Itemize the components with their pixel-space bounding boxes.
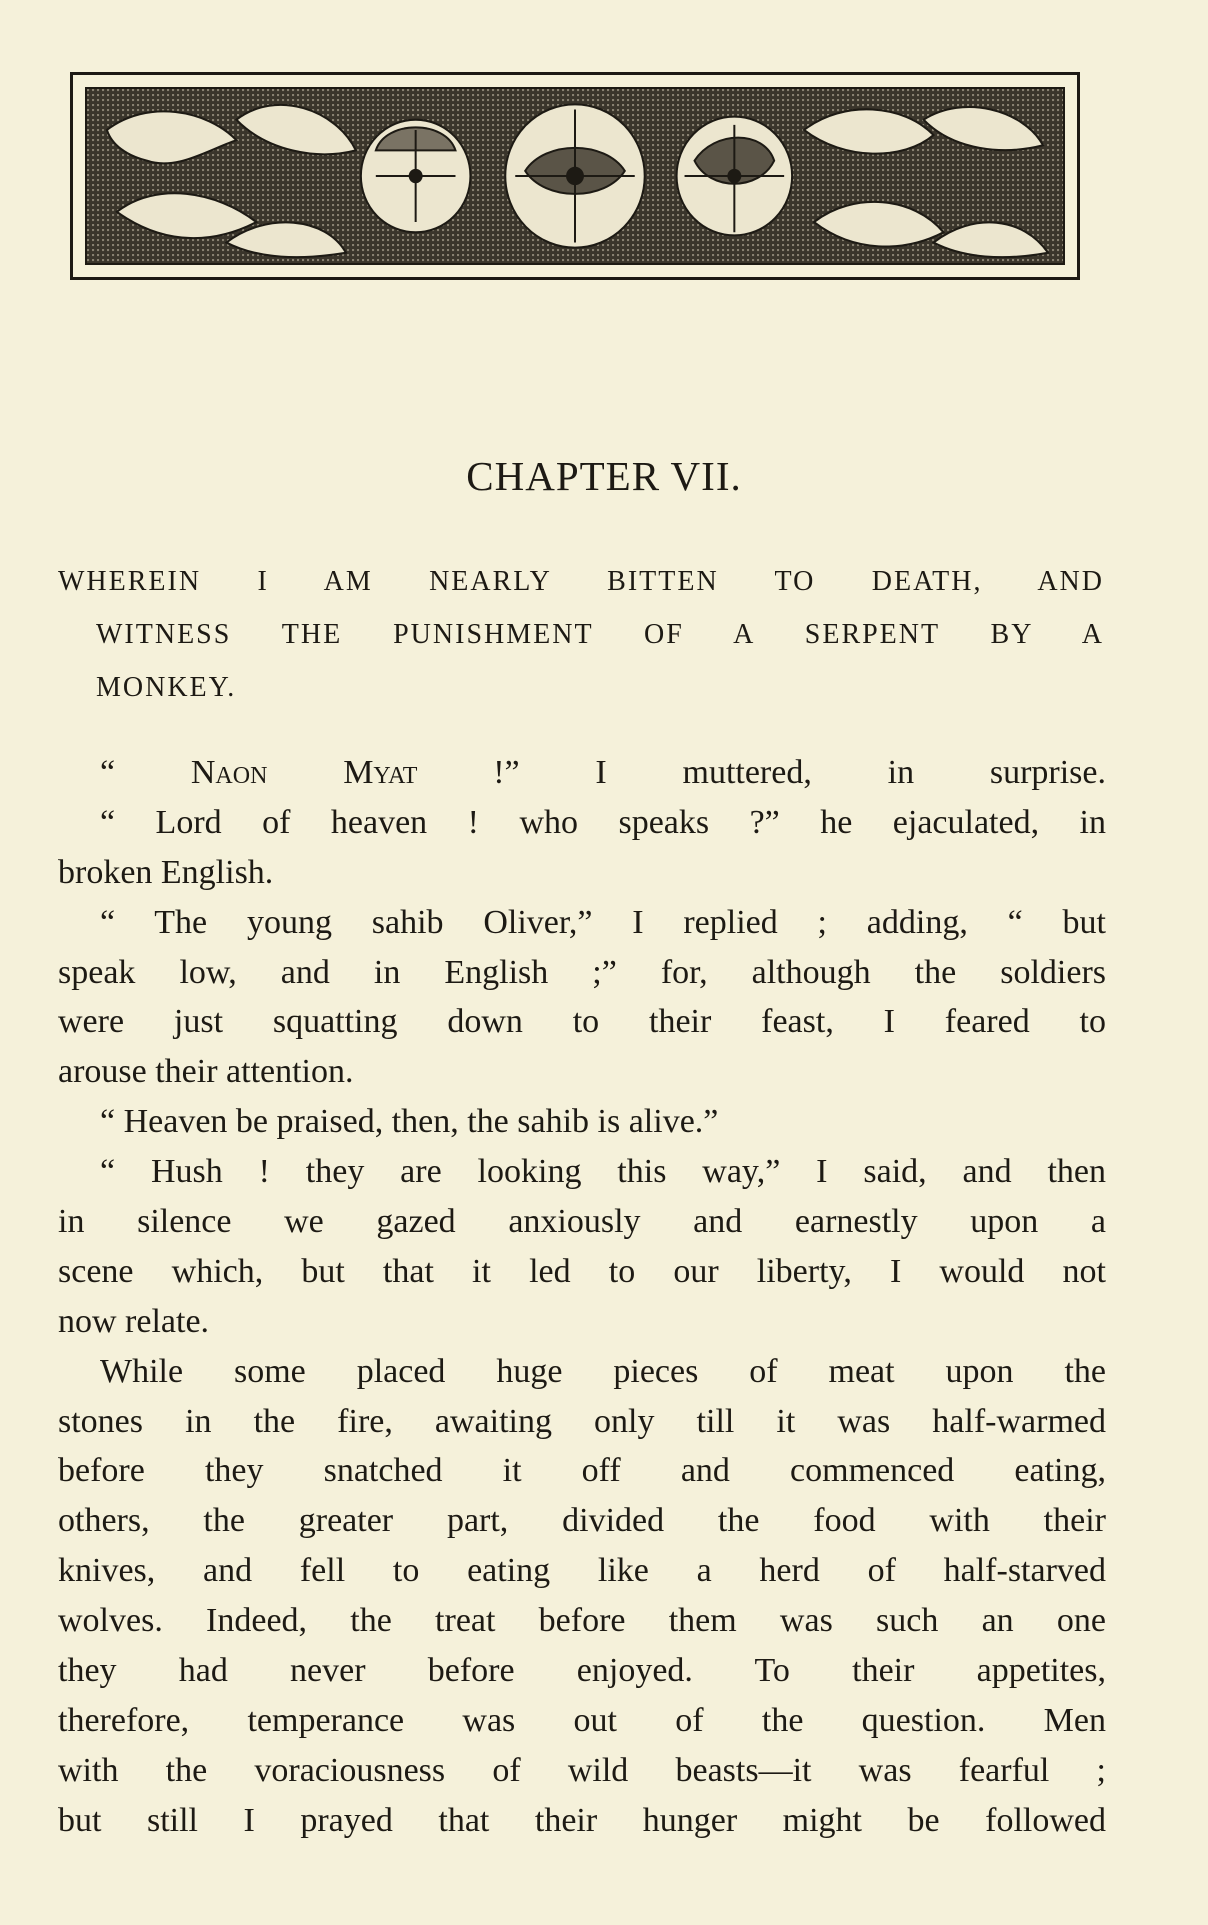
text-line: speak low, and in English ;” for, although the soldiers [58,953,1106,991]
body-text [58,748,1106,1846]
floral-pansy-headpiece-icon [85,87,1065,265]
small-caps-name: Naon Myat [190,754,418,791]
text-line: before they snatched it off and commenced eating, [58,1452,1106,1490]
text-line: wolves. Indeed, the treat before them was such an one [58,1602,1106,1640]
text-line: “ Heaven be praised, then, the sahib is alive.” [100,1103,719,1141]
chapter-summary-line: MONKEY. [96,672,237,703]
text-line: knives, and fell to eating like a herd of half-starved [58,1552,1106,1590]
headpiece-rule [70,277,1080,280]
text-line: scene which, but that it led to our liberty, I would not [58,1252,1106,1290]
text-line: were just squatting down to their feast, I feared to [58,1003,1106,1041]
text-line: stones in the fire, awaiting only till it was half-warmed [58,1402,1106,1440]
text-line: While some placed huge pieces of meat upon the [100,1352,1106,1390]
text-line: therefore, temperance was out of the question. Men [58,1701,1106,1739]
text-line: with the voraciousness of wild beasts—it was fearful ; [58,1751,1106,1789]
text-line: “ Hush ! they are looking this way,” I said, and then [100,1153,1106,1191]
text-line: they had never before enjoyed. To their appetites, [58,1652,1106,1690]
chapter-summary [58,555,1104,714]
decorative-headpiece [70,72,1080,280]
text-line: but still I prayed that their hunger might be followed [58,1801,1106,1839]
chapter-summary-line: WHEREIN I AM NEARLY BITTEN TO DEATH, AND [58,566,1104,597]
text-line: others, the greater part, divided the food with their [58,1502,1106,1540]
text-line: “ Lord of heaven ! who speaks ?” he ejaculated, in [100,803,1106,841]
text-line-content: “ Naon Myat !” I muttered, in surprise. [100,754,1106,791]
text-line [58,748,1106,798]
text-line: arouse their attention. [58,1053,354,1091]
floral-ornament-svg [87,89,1063,263]
text-line: now relate. [58,1302,210,1340]
chapter-summary-line: WITNESS THE PUNISHMENT OF A SERPENT BY A [96,619,1104,650]
text-line: broken English. [58,853,274,891]
text-line: “ The young sahib Oliver,” I replied ; adding, “ but [100,903,1106,941]
chapter-title: CHAPTER VII. [466,453,742,499]
text-line: in silence we gazed anxiously and earnestly upon a [58,1203,1106,1241]
